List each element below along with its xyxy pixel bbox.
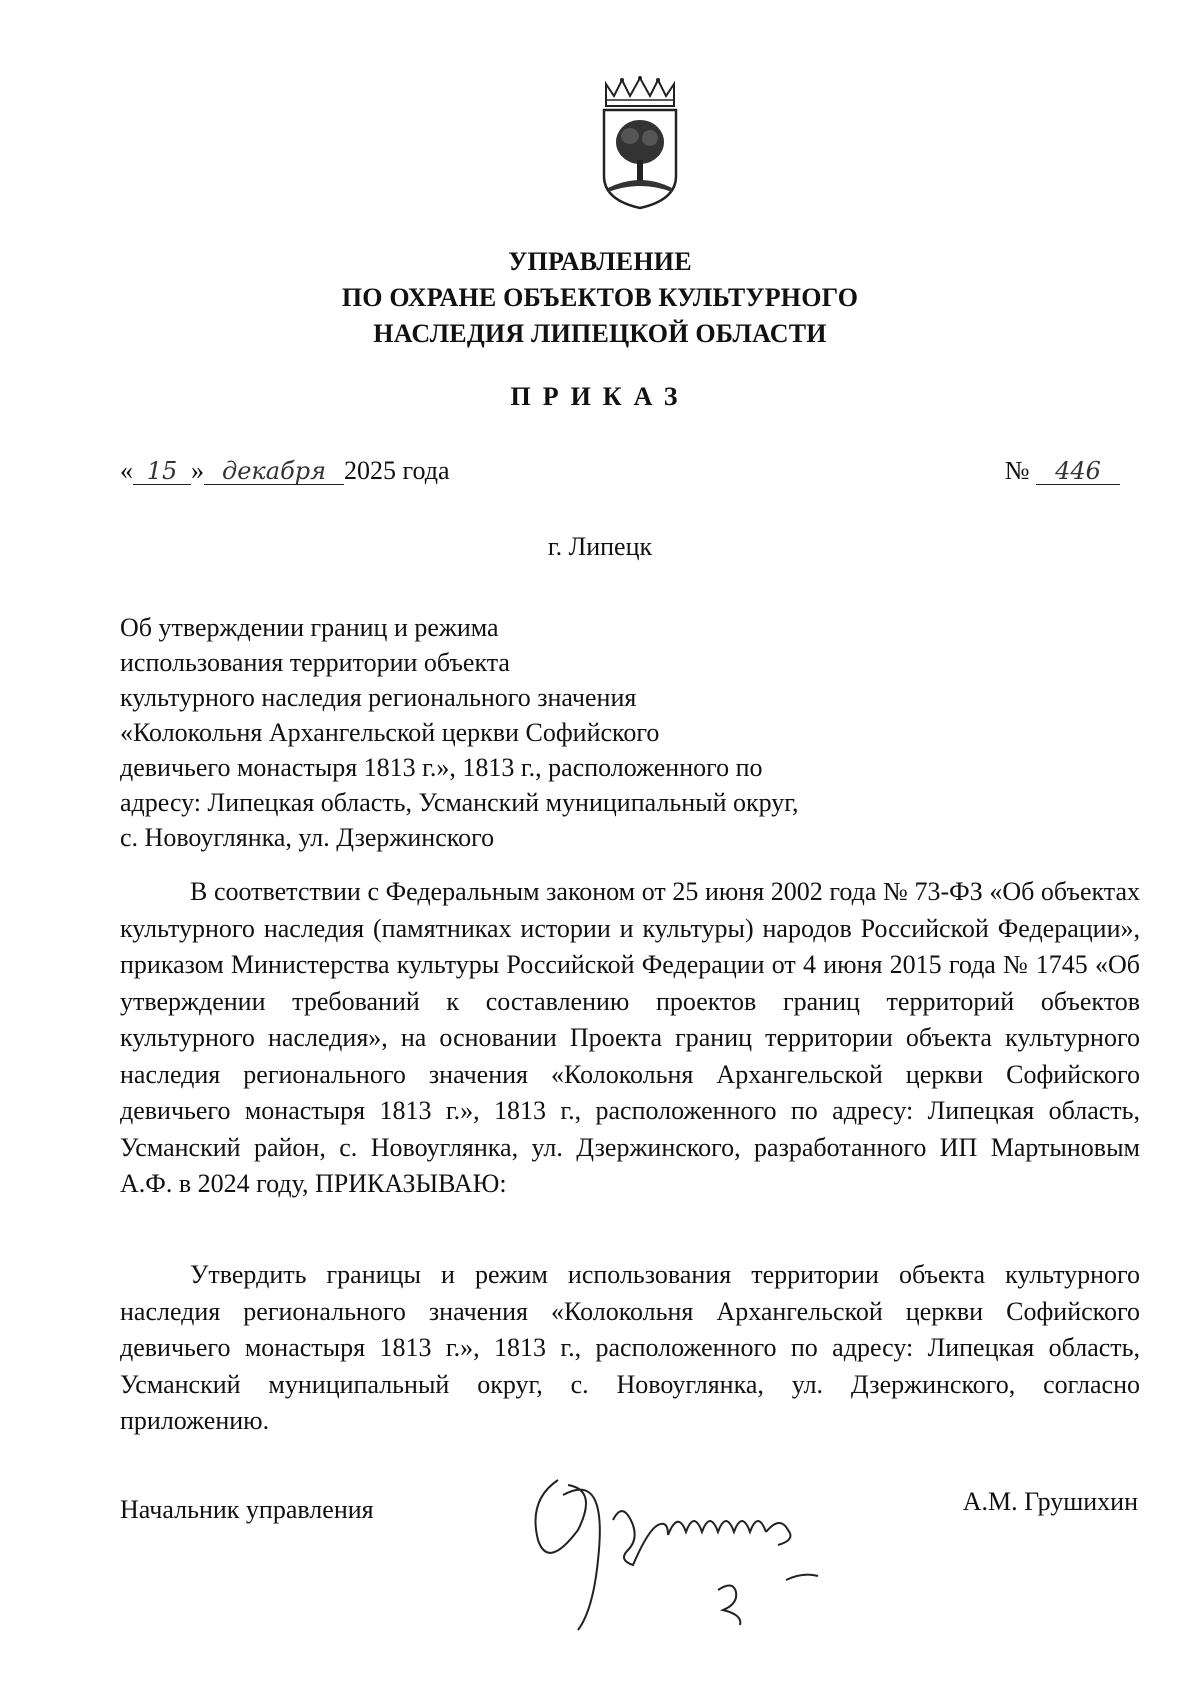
handwritten-signature	[518, 1440, 898, 1640]
subject-line: с. Новоуглянка, ул. Дзержинского	[120, 823, 495, 852]
document-type: ПРИКАЗ	[510, 382, 690, 411]
coat-of-arms-icon	[598, 76, 682, 210]
number-value: 446	[1036, 458, 1120, 485]
subject-line: «Колокольня Архангельской церкви Софийского	[120, 718, 660, 747]
preamble-paragraph: В соответствии с Федеральным законом от 25 июня 2002 года № 73-ФЗ «Об объектах культурного наследия (памятниках истории и культуры) народов Российской Федерации», приказом Министерства культуры Российской Федерации от 4 июня 2015 года № 1745 «Об утверждении требований к составлению проектов границ территорий объектов культурного наследия», на основании Проекта границ территории объекта культурного наследия регионального значения «Колокольня Архангельской церкви Софийского девичьего монастыря 1813 г.», 1813 г., расположенного по адресу: Липецкая область, Усманский район, с. Новоуглянка, ул. Дзержинского, разработанного ИП Мартыновым А.Ф. в 2024 году, ПРИКАЗЫВАЮ:	[120, 877, 1140, 1198]
document-number	[1005, 456, 1120, 486]
subject-line: адресу: Липецкая область, Усманский муниципальный округ,	[120, 788, 799, 817]
authority-title-line-3: НАСЛЕДИЯ ЛИПЕЦКОЙ ОБЛАСТИ	[373, 319, 827, 348]
date-day: 15	[133, 458, 191, 485]
date-month: декабря	[204, 458, 344, 485]
order-subject	[120, 610, 799, 855]
issue-city: г. Липецк	[547, 532, 653, 561]
order-paragraph: Утвердить границы и режим использования территории объекта культурного наследия регионального значения «Колокольня Архангельской церкви Софийского девичьего монастыря 1813 г.», 1813 г., расположенного по адресу: Липецкая область, Усманский муниципальный округ, с. Новоуглянка, ул. Дзержинского, согласно приложению.	[120, 1260, 1140, 1435]
date-year: 2025 года	[344, 456, 450, 485]
subject-line: культурного наследия регионального значения	[120, 683, 637, 712]
subject-line: использования территории объекта	[120, 648, 510, 677]
authority-title-line-1: УПРАВЛЕНИЕ	[508, 247, 692, 276]
authority-title-line-2: ПО ОХРАНЕ ОБЪЕКТОВ КУЛЬТУРНОГО	[341, 283, 859, 312]
date-open-quote: «	[120, 456, 133, 485]
subject-line: Об утверждении границ и режима	[120, 613, 499, 642]
signatory-title: Начальник управления	[120, 1495, 374, 1524]
document-date	[120, 456, 450, 486]
number-label: №	[1004, 456, 1030, 485]
subject-line: девичьего монастыря 1813 г.», 1813 г., расположенного по	[120, 753, 763, 782]
signatory-name: А.М. Грушихин	[962, 1487, 1138, 1516]
date-close-quote: »	[191, 456, 204, 485]
